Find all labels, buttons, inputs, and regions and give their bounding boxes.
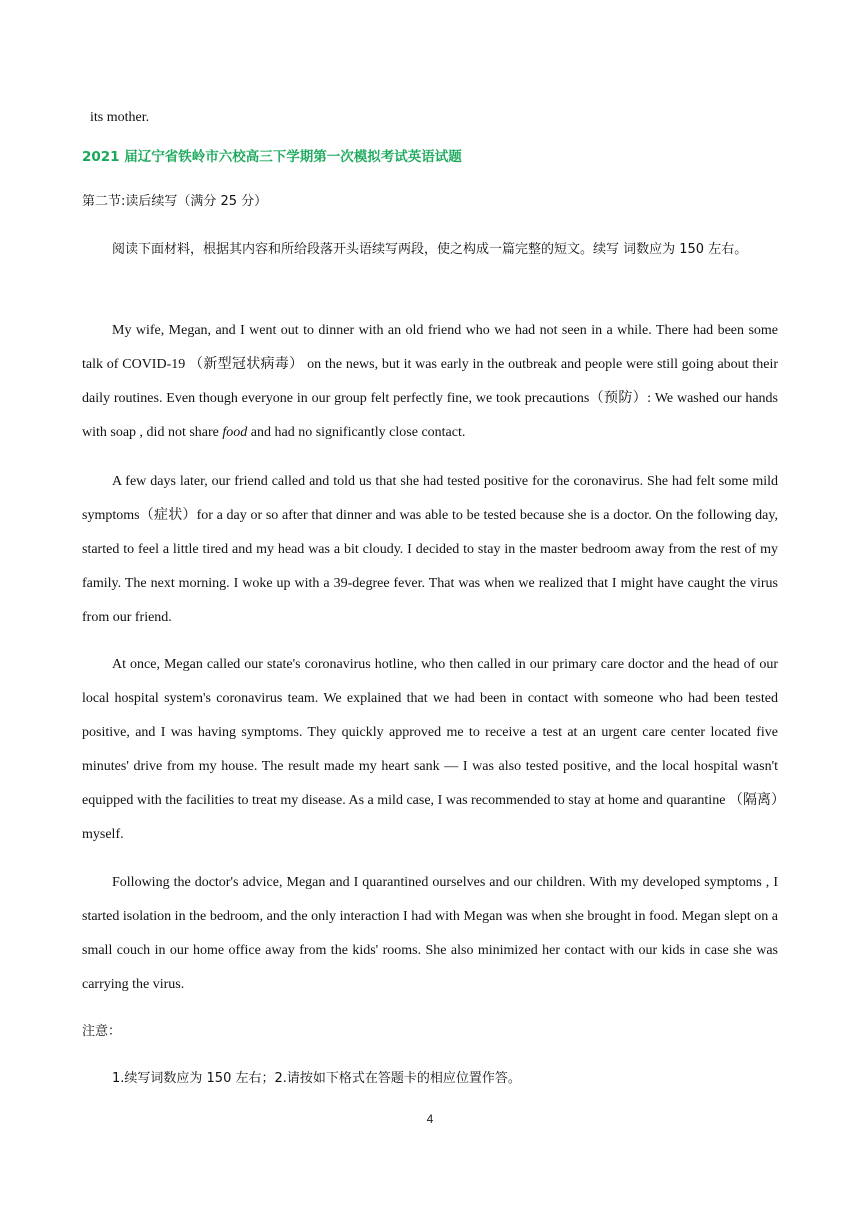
previous-passage-tail: its mother.: [90, 110, 150, 125]
instructions: 阅读下面材料，根据其内容和所给段落开头语续写两段，使之构成一篇完整的短文。续写 词数应为 150 左右。: [112, 242, 748, 257]
note-label: 注意：: [82, 1024, 122, 1039]
paragraph-1-end: and had no significantly close contact.: [247, 425, 466, 440]
paragraph-3: At once, Megan called our state's coronavirus hotline, who then called in our primary care doctor and the head of our local hospital system's coronavirus team. We explained that we had been in contact with someone who had been tested positive, and I was having symptoms. They quickly approved me to receive a test at an urgent care center located five minutes' drive from my house. The result made my heart sank — I was also tested positive, and the local hospital wasn't equipped with the facilities to treat my disease. As a mild case, I was recommended to stay at home and quarantine （隔离）myself.: [82, 657, 778, 842]
paragraph-4: Following the doctor's advice, Megan and I quarantined ourselves and our children. With my developed symptoms , I started isolation in the bedroom, and the only interaction I had with Megan was when she brought in food. Megan slept on a small couch in our home office away from the kids' rooms. She also minimized her contact with our kids in case she was carrying the virus.: [82, 875, 778, 992]
paragraph-1: [82, 314, 778, 450]
paragraph-1-text: My wife, Megan, and I went out to dinner with an old friend who we had not seen in a while. There had been some talk of COVID-19 （新型冠状病毒） on the news, but it was early in the outbreak and people were still going about their daily routines. Even though everyone in our group felt perfectly fine, we took precautions（预防）: We washed our hands with soap , did not share: [82, 323, 778, 440]
paragraph-1-italic-word: food: [222, 425, 248, 440]
section-heading: 第二节:读后续写（满分 25 分）: [82, 194, 268, 209]
exam-title: 2021 届辽宁省铁岭市六校高三下学期第一次模拟考试英语试题: [82, 149, 462, 165]
note-item: 1.续写词数应为 150 左右；2.请按如下格式在答题卡的相应位置作答。: [112, 1071, 521, 1086]
paragraph-2: A few days later, our friend called and told us that she had tested positive for the coronavirus. She had felt some mild symptoms（症状）for a day or so after that dinner and was able to be tested because she is a doctor. On the following day, started to feel a little tired and my head was a bit cloudy. I decided to stay in the master bedroom away from the rest of my family. The next morning. I woke up with a 39-degree fever. That was when we realized that I might have caught the virus from our friend.: [82, 474, 778, 625]
page-number: 4: [426, 1112, 434, 1126]
